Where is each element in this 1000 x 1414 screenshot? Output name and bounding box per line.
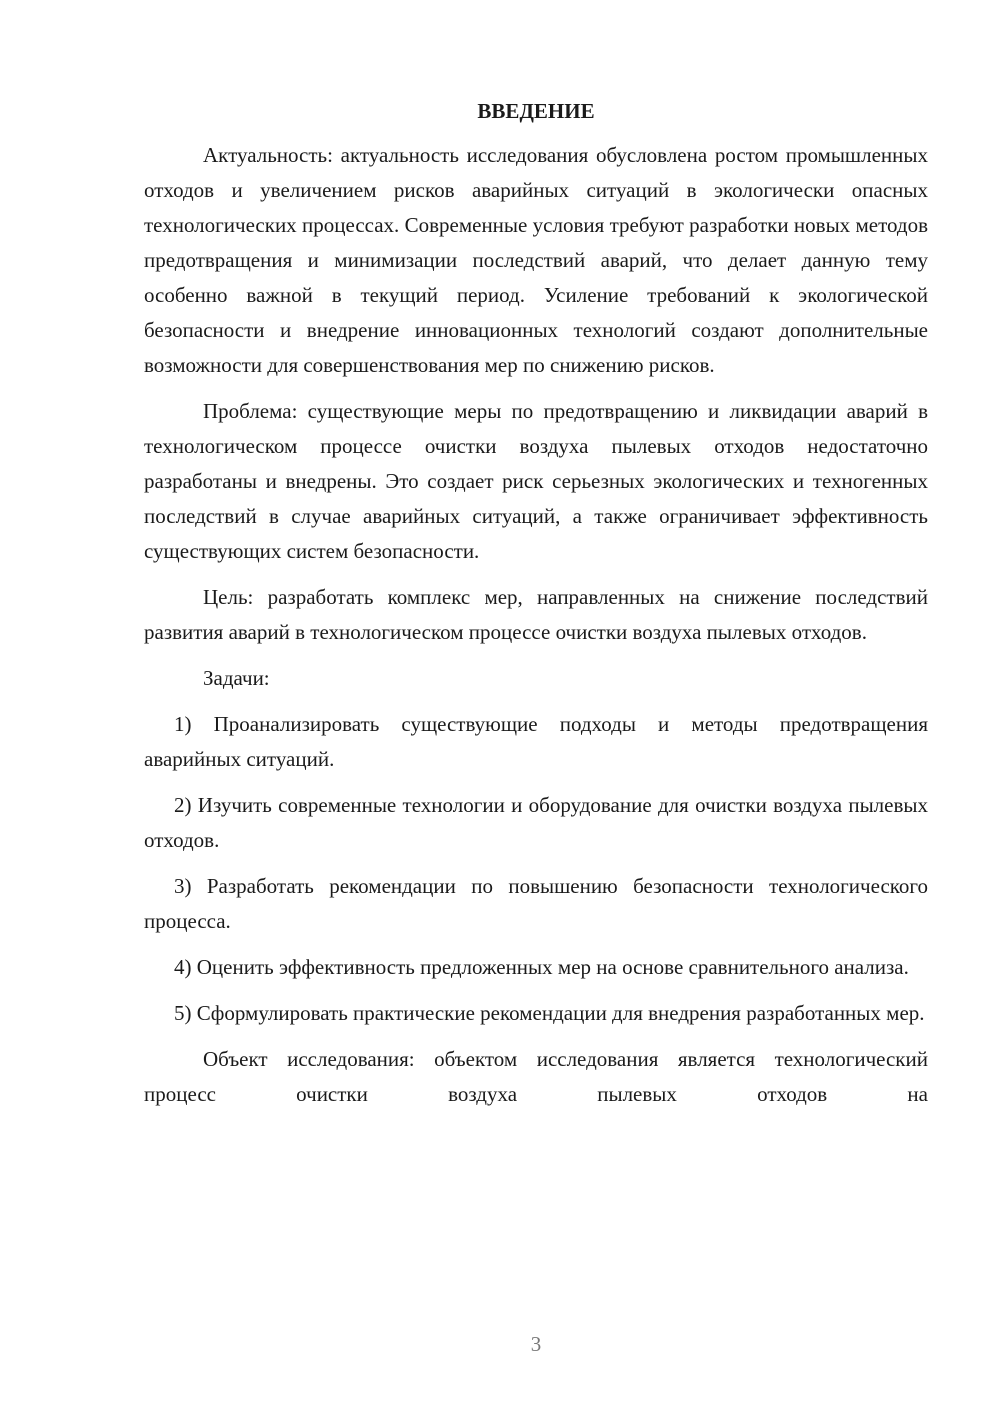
document-body xyxy=(144,96,928,1112)
task-item: 4) Оценить эффективность предложенных мер на основе сравнительного анализа. xyxy=(174,955,909,979)
paragraph-object: Объект исследования: объектом исследования является технологический процесс очистки воздуха пылевых отходов на xyxy=(144,1047,928,1106)
paragraph-relevance: Актуальность: актуальность исследования обусловлена ростом промышленных отходов и увеличением рисков аварийных ситуаций в экологически опасных технологических процессах. Современные условия требуют разработки новых методов предотвращения и минимизации последствий аварий, что делает данную тему особенно важной в текущий период. Усиление требований к экологической безопасности и внедрение инновационных технологий создают дополнительные возможности для совершенствования мер по снижению рисков. xyxy=(144,143,928,377)
page-number: 3 xyxy=(530,1332,542,1356)
task-item: 1) Проанализировать существующие подходы и методы предотвращения аварийных ситуаций. xyxy=(144,712,928,771)
section-heading: ВВЕДЕНИЕ xyxy=(477,99,595,123)
tasks-label: Задачи: xyxy=(203,666,270,690)
task-item: 2) Изучить современные технологии и оборудование для очистки воздуха пылевых отходов. xyxy=(144,793,928,852)
paragraph-problem: Проблема: существующие меры по предотвращению и ликвидации аварий в технологическом процессе очистки воздуха пылевых отходов недостаточно разработаны и внедрены. Это создает риск серьезных экологических и техногенных последствий в случае аварийных ситуаций, а также ограничивает эффективность существующих систем безопасности. xyxy=(144,399,928,563)
task-item: 3) Разработать рекомендации по повышению безопасности технологического процесса. xyxy=(144,874,928,933)
task-item: 5) Сформулировать практические рекомендации для внедрения разработанных мер. xyxy=(174,1001,925,1025)
paragraph-goal: Цель: разработать комплекс мер, направленных на снижение последствий развития аварий в технологическом процессе очистки воздуха пылевых отходов. xyxy=(144,585,928,644)
